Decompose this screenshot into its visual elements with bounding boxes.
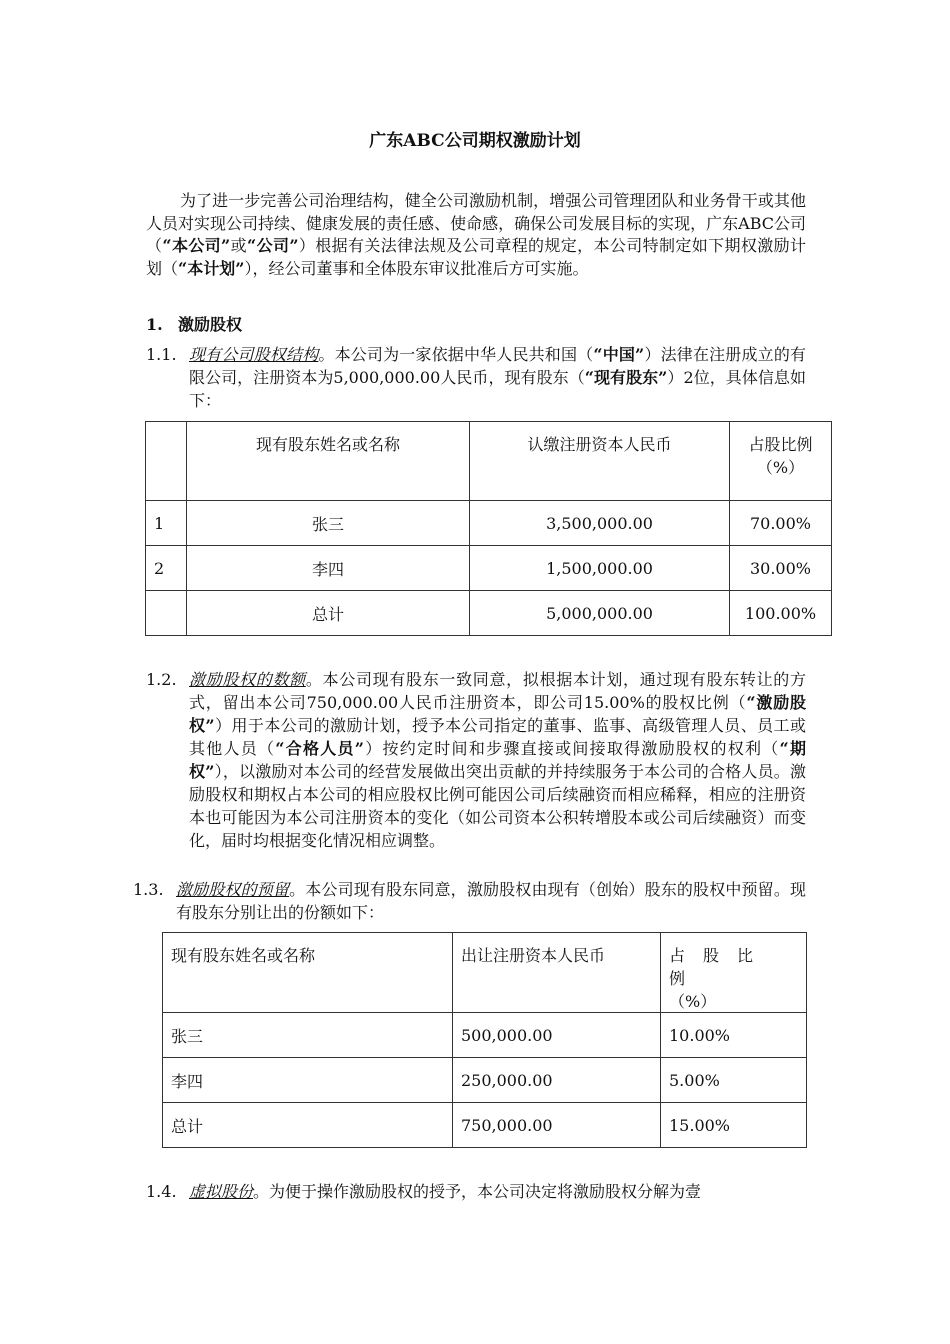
intro-paragraph	[146, 190, 806, 280]
defined-term: “本公司”	[162, 236, 231, 255]
clause-1-4	[146, 1180, 806, 1203]
table-row	[146, 501, 832, 546]
section-title: 激励股权	[178, 315, 243, 334]
clause-number: 1.4.	[146, 1182, 177, 1201]
table-cell: 李四	[163, 1058, 453, 1103]
clause-text: 。本公司现有股东同意，激励股权由现有（创始）股东的股权中预留。现有股东分别让出的份额如下：	[176, 880, 806, 922]
table-row	[146, 546, 832, 591]
table-header-cell: 现有股东姓名或名称	[187, 422, 470, 501]
header-text: （%）	[669, 992, 717, 1011]
header-text: 占股比例	[669, 946, 772, 988]
clause-text: ）用于本公司的激励计划，授予本公司指定的董事、监事、高级管理人员、员工或其他人员（	[189, 716, 806, 758]
clause-text: 。为便于操作激励股权的授予，本公司决定将激励股权分解为壹	[253, 1182, 702, 1201]
clause-term: 激励股权的预留	[176, 880, 290, 899]
table-cell: 张三	[163, 1013, 453, 1058]
clause-1-3	[133, 878, 806, 924]
clause-1-1	[146, 343, 806, 412]
defined-term: “激励股权”	[189, 693, 806, 735]
defined-term: “期权”	[189, 739, 806, 781]
table-row	[163, 1058, 807, 1103]
table-header-cell: 占股比例（%）	[730, 422, 832, 501]
intro-text: ）根据有关法律法规及公司章程的规定，本公司特制定如下期权激励计划（	[146, 236, 806, 278]
clause-number: 1.3.	[133, 880, 164, 899]
section-number: 1.	[146, 315, 163, 334]
table-header-row	[146, 422, 832, 501]
table-cell	[146, 591, 187, 636]
clause-text: ），以激励对本公司的经营发展做出突出贡献的并持续服务于本公司的合格人员。激励股权和期权占本公司的相应股权比例可能因公司后续融资而相应稀释，相应的注册资本也可能因为本公司注册资本的变化（如公司资本公积转增股本或公司后续融资）而变化，届时均根据变化情况相应调整。	[189, 762, 806, 850]
clause-text: ）按约定时间和步骤直接或间接取得激励股权的权利（	[364, 739, 780, 758]
table-header-cell	[661, 933, 807, 1013]
table-cell	[146, 422, 187, 501]
clause-text: 。本公司现有股东一致同意，拟根据本计划，通过现有股东转让的方式，留出本公司750,000.00人民币注册资本，即公司15.00%的股权比例（	[189, 670, 806, 712]
intro-text: 或	[230, 236, 248, 255]
table-cell: 30.00%	[730, 546, 832, 591]
table-header-cell: 出让注册资本人民币	[453, 933, 661, 1013]
table-header-cell: 认缴注册资本人民币	[470, 422, 730, 501]
clause-text: 。本公司为一家依据中华人民共和国（	[318, 345, 594, 364]
shareholder-table	[145, 421, 832, 636]
clause-term: 虚拟股份	[189, 1182, 254, 1201]
table-cell: 3,500,000.00	[470, 501, 730, 546]
table-cell: 15.00%	[661, 1103, 807, 1148]
table-row	[163, 1013, 807, 1058]
intro-text: 为了进一步完善公司治理结构，健全公司激励机制，增强公司管理团队和业务骨干或其他人员对实现公司持续、健康发展的责任感、使命感，确保公司发展目标的实现，广东ABC公司（	[146, 191, 806, 255]
defined-term: “本计划”	[178, 258, 245, 278]
table-cell: 750,000.00	[453, 1103, 661, 1148]
defined-term: “中国”	[593, 345, 645, 364]
document-title: 广东ABC公司期权激励计划	[369, 131, 581, 151]
table-cell: 张三	[187, 501, 470, 546]
clause-term: 激励股权的数额	[189, 670, 306, 689]
clause-number: 1.1.	[146, 345, 177, 364]
table-header-cell: 现有股东姓名或名称	[163, 933, 453, 1013]
table-cell: 李四	[187, 546, 470, 591]
section-heading	[146, 312, 242, 335]
table-cell: 250,000.00	[453, 1058, 661, 1103]
table-cell: 70.00%	[730, 501, 832, 546]
clause-number: 1.2.	[146, 670, 177, 689]
table-row	[163, 1103, 807, 1148]
table-cell: 2	[146, 546, 187, 591]
clause-1-2	[146, 668, 806, 852]
defined-term: “合格人员”	[275, 739, 364, 758]
clause-text: ）2位，具体信息如下：	[189, 368, 806, 410]
table-cell: 1,500,000.00	[470, 546, 730, 591]
table-cell: 总计	[163, 1103, 453, 1148]
table-row	[146, 591, 832, 636]
defined-term: “公司”	[247, 236, 299, 255]
table-cell: 500,000.00	[453, 1013, 661, 1058]
table-cell: 5.00%	[661, 1058, 807, 1103]
defined-term: “现有股东”	[584, 368, 668, 387]
table-cell: 5,000,000.00	[470, 591, 730, 636]
table-cell: 100.00%	[730, 591, 832, 636]
table-cell: 总计	[187, 591, 470, 636]
table-cell: 10.00%	[661, 1013, 807, 1058]
table-cell: 1	[146, 501, 187, 546]
table-header-row	[163, 933, 807, 1013]
clause-term: 现有公司股权结构	[189, 345, 319, 364]
share-transfer-table	[162, 932, 807, 1148]
intro-text: ），经公司董事和全体股东审议批准后方可实施。	[244, 258, 589, 278]
clause-text: ）法律在注册成立的有限公司，注册资本为5,000,000.00人民币，现有股东（	[189, 345, 806, 387]
